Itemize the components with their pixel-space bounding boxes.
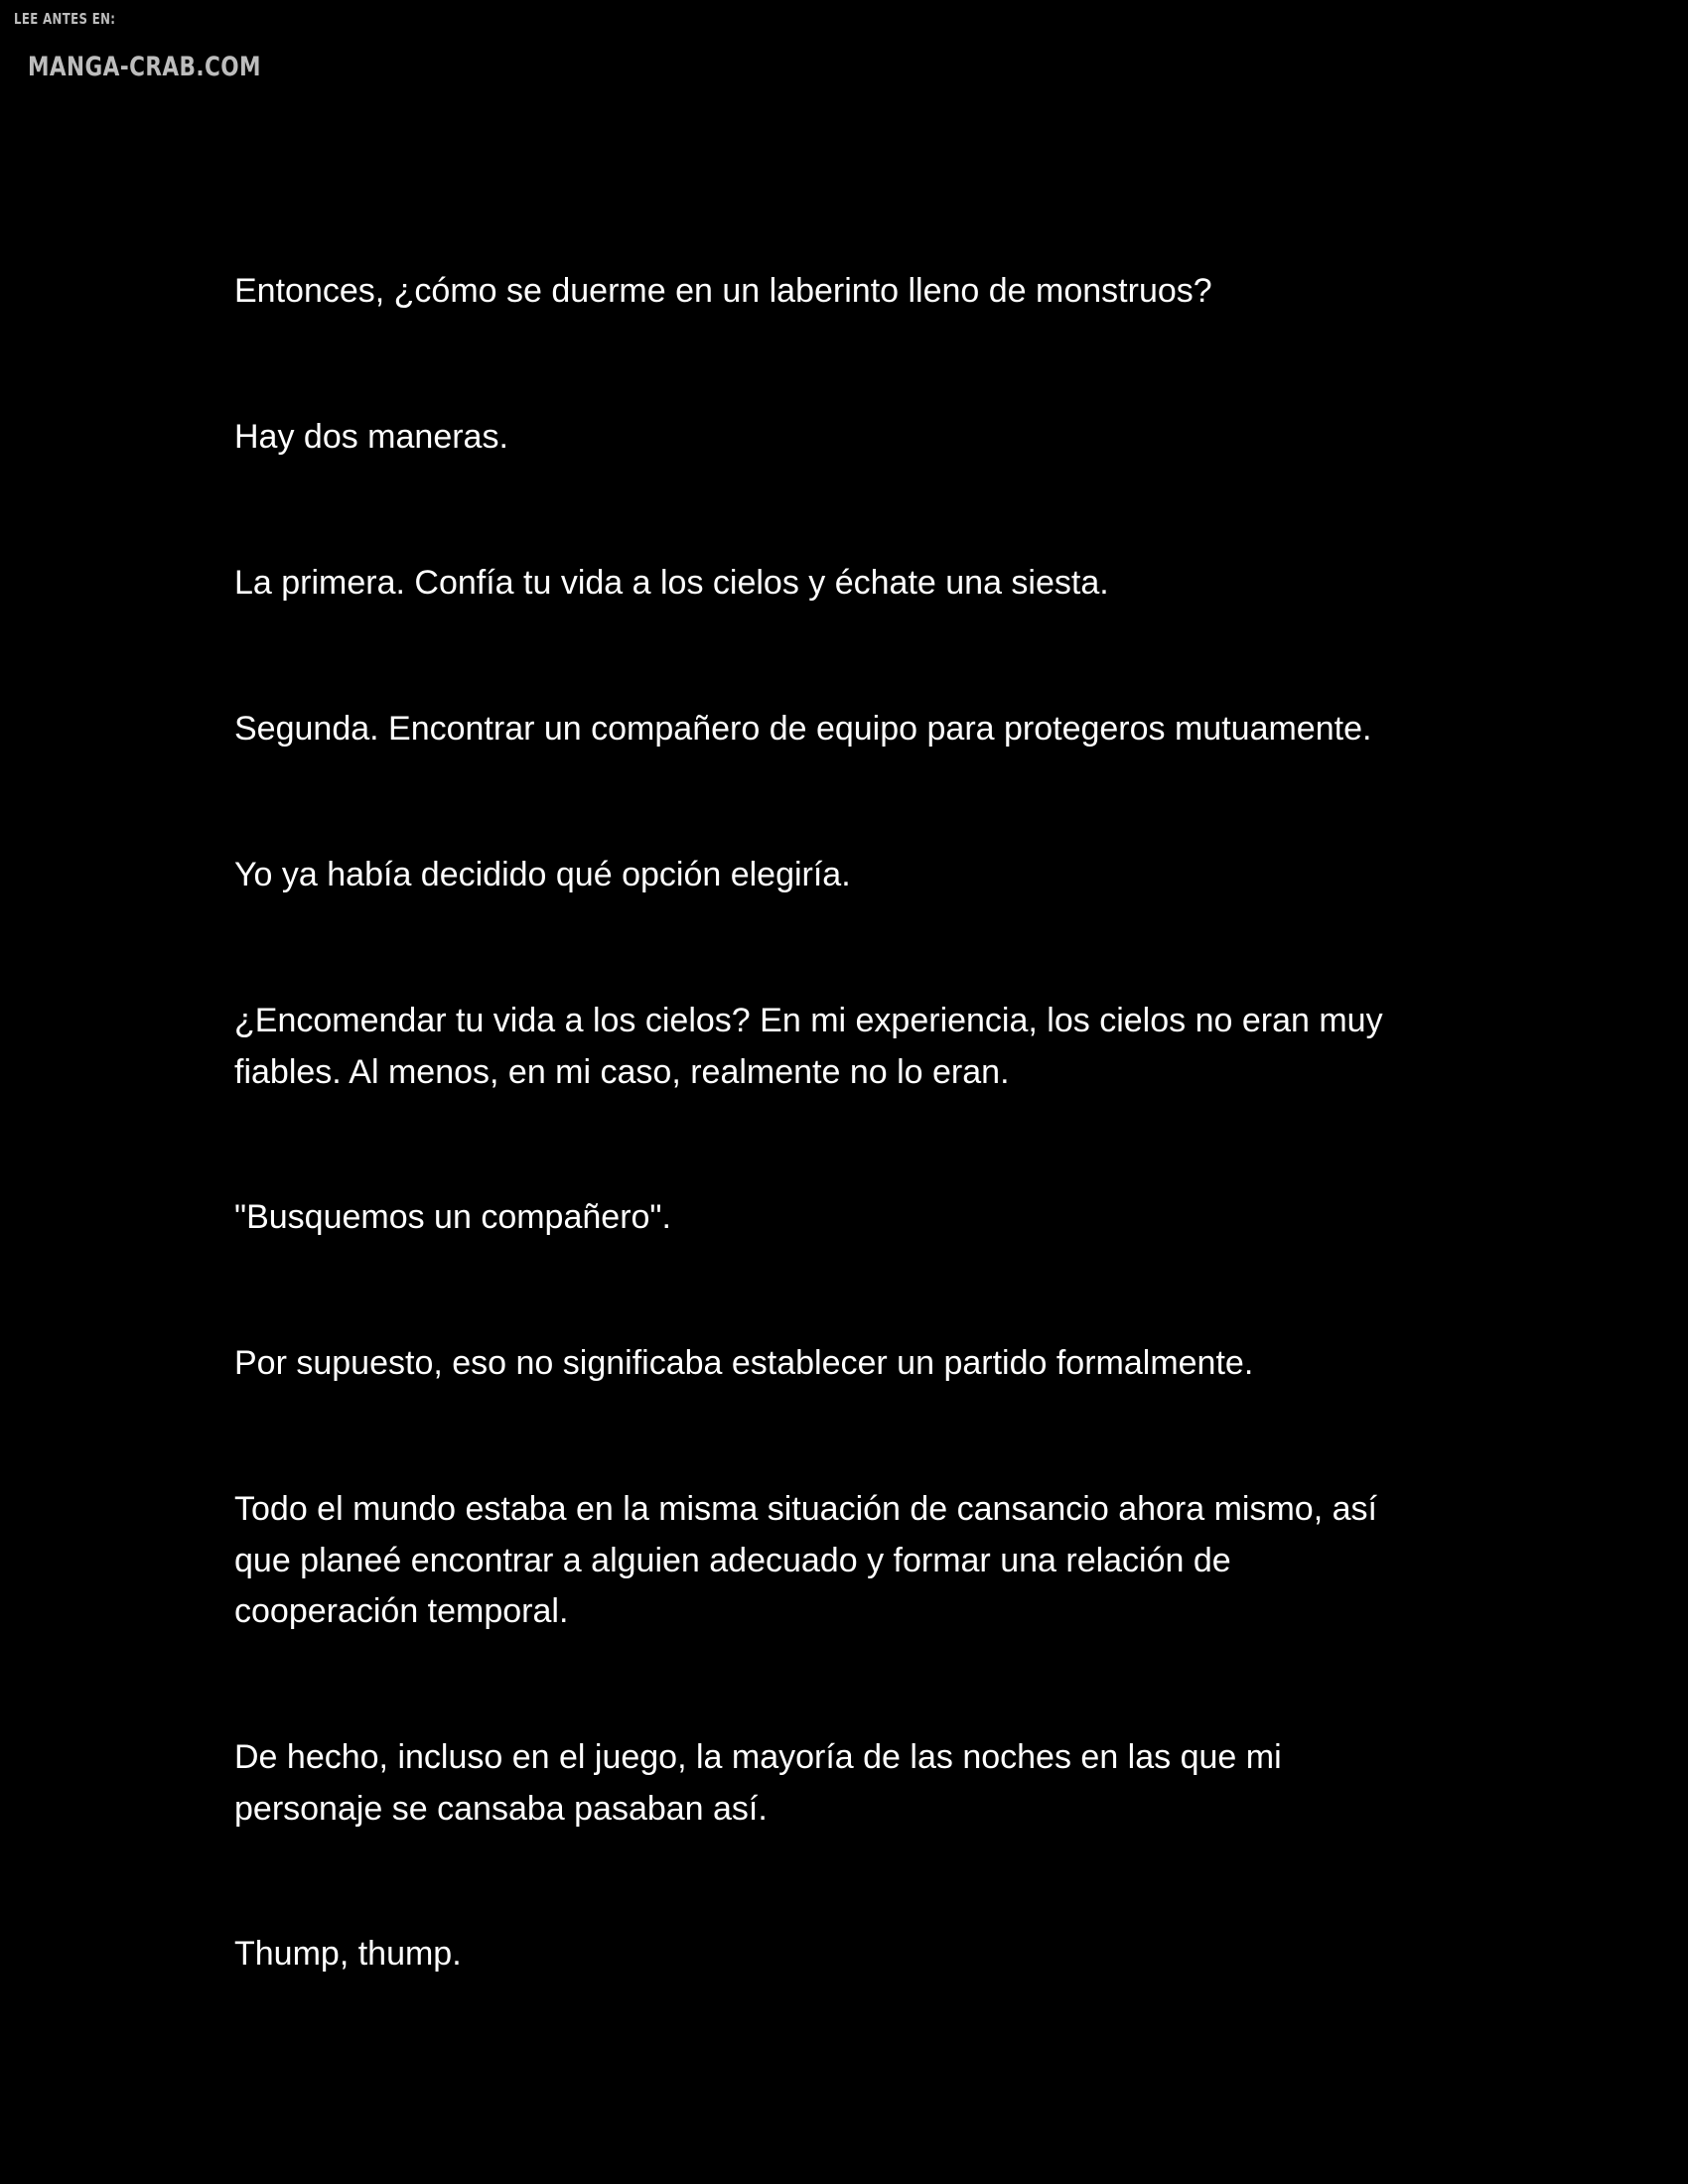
- text-line: Entonces, ¿cómo se duerme en un laberinto lleno de monstruos?: [234, 272, 1212, 310]
- text-line: Por supuesto, eso no significaba establecer un partido formalmente.: [234, 1344, 1254, 1382]
- paragraph: [234, 1192, 1466, 1244]
- text-line: Yo ya había decidido qué opción elegiría.: [234, 856, 851, 893]
- text-line: ¿Encomendar tu vida a los cielos? En mi experiencia, los cielos no eran muy: [234, 1002, 1383, 1039]
- text-line: cooperación temporal.: [234, 1592, 569, 1630]
- watermark-label: LEE ANTES EN:: [14, 10, 116, 28]
- paragraph: [234, 1338, 1466, 1390]
- text-line: fiables. Al menos, en mi caso, realmente no lo eran.: [234, 1052, 1010, 1091]
- text-line: Hay dos maneras.: [234, 418, 508, 456]
- watermark-site: MANGA-CRAB.COM: [28, 52, 261, 82]
- paragraph: [234, 1484, 1466, 1638]
- paragraph: [234, 266, 1466, 318]
- watermark: [14, 12, 320, 80]
- text-line: De hecho, incluso en el juego, la mayoría de las noches en las que mi: [234, 1738, 1282, 1776]
- text-line: Segunda. Encontrar un compañero de equipo para protegeros mutuamente.: [234, 710, 1372, 748]
- paragraph: [234, 558, 1466, 610]
- paragraph: [234, 850, 1466, 901]
- paragraph: [234, 412, 1466, 464]
- text-line: personaje se cansaba pasaban así.: [234, 1789, 768, 1828]
- paragraph: [234, 704, 1466, 755]
- paragraph: [234, 1929, 1466, 1980]
- paragraph: [234, 1732, 1466, 1835]
- text-line: Todo el mundo estaba en la misma situación de cansancio ahora mismo, así: [234, 1490, 1377, 1528]
- text-line: La primera. Confía tu vida a los cielos y échate una siesta.: [234, 564, 1109, 602]
- text-line: Thump, thump.: [234, 1935, 462, 1973]
- text-line: "Busquemos un compañero".: [234, 1198, 671, 1236]
- text-line: que planeé encontrar a alguien adecuado y formar una relación de: [234, 1541, 1231, 1579]
- paragraph: [234, 996, 1466, 1098]
